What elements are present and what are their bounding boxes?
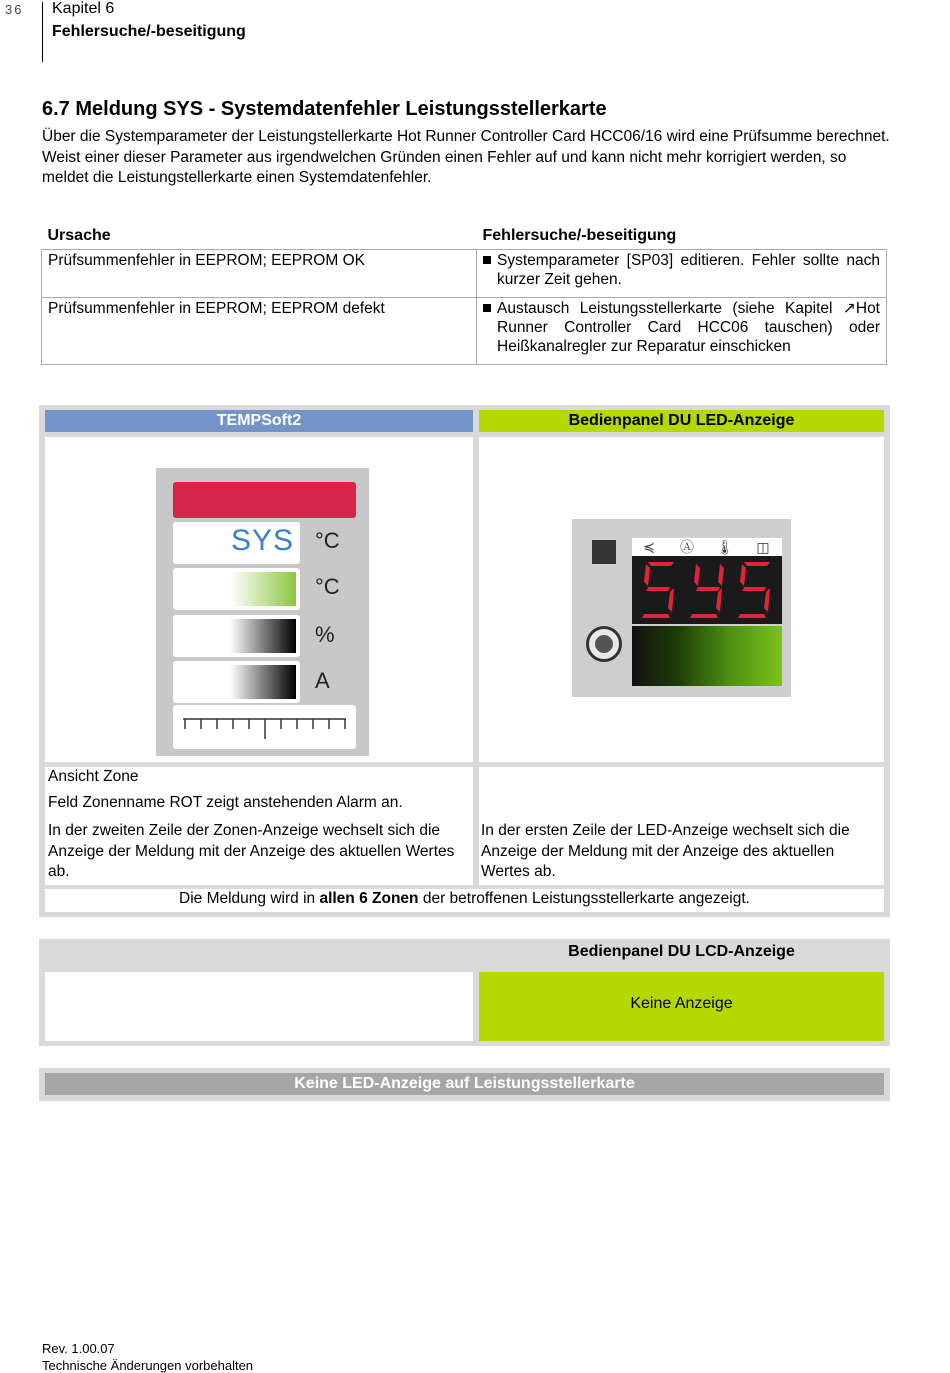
- zone-display-text: In der zweiten Zeile der Zonen-Anzeige wechselt sich die Anzeige der Meldung mit der Anzeige des aktuellen Wertes ab.: [48, 822, 455, 880]
- unit-label: %: [315, 622, 335, 647]
- led-header: Bedienpanel DU LED-Anzeige: [479, 410, 884, 432]
- unit-label: A: [315, 668, 330, 693]
- led-bar-area: [632, 626, 782, 686]
- sys-message: SYS: [230, 524, 294, 557]
- col-header-fix: Fehlersuche/-beseitigung: [482, 227, 677, 244]
- tempsoft-header: TEMPSoft2: [45, 410, 473, 432]
- led-panel: [572, 519, 791, 697]
- scale-ruler: [173, 705, 356, 749]
- seven-segment-display: [632, 556, 782, 624]
- unit-label: °C: [315, 528, 340, 553]
- chapter-title: Fehlersuche/-beseitigung: [52, 23, 246, 40]
- cause-cell: Prüfsummenfehler in EEPROM; EEPROM OK: [42, 250, 477, 298]
- tempsoft-zone-view: [156, 468, 369, 756]
- unit-label: °C: [315, 574, 340, 599]
- zone-row: [173, 661, 300, 703]
- fix-cell: [477, 298, 887, 365]
- cause-table: [41, 226, 887, 365]
- black-gradient-bar: [230, 619, 296, 653]
- col-header-cause: Ursache: [47, 227, 111, 244]
- table-row: [42, 298, 887, 365]
- black-gradient-bar: [230, 665, 296, 699]
- panel-knob-icon: [586, 626, 622, 662]
- lcd-header: Bedienpanel DU LCD-Anzeige: [568, 943, 795, 960]
- lcd-value: Keine Anzeige: [630, 995, 733, 1012]
- green-led-bar: [632, 626, 782, 686]
- led-icon-bar: [632, 538, 782, 556]
- chapter-label: Kapitel 6: [52, 0, 115, 17]
- zone-alarm-text: Feld Zonenname ROT zeigt anstehenden Alarm an.: [48, 794, 403, 811]
- bullet-icon: [483, 256, 491, 264]
- footer-note: Technische Änderungen vorbehalten: [42, 1358, 254, 1373]
- fix-text: Systemparameter [SP03] editieren. Fehler sollte nach kurzer Zeit gehen.: [497, 252, 880, 288]
- section-body: Über die Systemparameter der Leistungstellerkarte Hot Runner Controller Card HCC06/16 wird eine Prüfsumme berechnet. Weist einer dieser Parameter aus irgendwelchen Gründen einen Fehler auf und kann nicht mehr korrigiert werden, so meldet die Leistungstellerkarte einen Systemdatenfehler.: [42, 128, 890, 186]
- page-number: 36: [5, 2, 24, 17]
- lcd-left-cell: [45, 972, 473, 1041]
- a-circle-icon: Ⓐ: [680, 539, 694, 555]
- led-display-text: In der ersten Zeile der LED-Anzeige wechselt sich die Anzeige der Meldung mit der Anzeige des aktuellen Wertes ab.: [481, 822, 850, 880]
- zone-row: [173, 522, 300, 564]
- ruler-icon: [173, 705, 356, 749]
- fix-cell: [477, 250, 887, 298]
- table-row: [42, 250, 887, 298]
- zones-note: Die Meldung wird in allen 6 Zonen der betroffenen Leistungsstellerkarte angezeigt.: [179, 890, 750, 907]
- revision: Rev. 1.00.07: [42, 1341, 115, 1356]
- green-gradient-bar: [230, 572, 296, 606]
- zone-row: [173, 568, 300, 610]
- fix-text: Austausch Leistungsstellerkarte (siehe Kapitel ↗Hot Runner Controller Card HCC06 tauschen) oder Heißkanalregler zur Reparatur einschicken: [497, 300, 880, 355]
- section-title: 6.7 Meldung SYS - Systemdatenfehler Leistungsstellerkarte: [42, 98, 607, 120]
- lcd-left-header: [45, 943, 473, 965]
- chevron-left-icon: ≼: [643, 539, 655, 555]
- sys-segment-text: [632, 556, 782, 624]
- fuse-icon: ◫: [756, 539, 770, 555]
- thermometer-icon: 🌡: [716, 539, 734, 555]
- led-card-header: Keine LED-Anzeige auf Leistungsstellerkarte: [45, 1073, 884, 1095]
- cause-cell: Prüfsummenfehler in EEPROM; EEPROM defekt: [42, 298, 477, 365]
- zone-name-alarm-field: [173, 482, 356, 518]
- status-indicator: [592, 540, 616, 564]
- header-divider: [42, 2, 43, 62]
- zone-view-label: Ansicht Zone: [48, 768, 139, 785]
- bullet-icon: [483, 304, 491, 312]
- zone-row: [173, 615, 300, 657]
